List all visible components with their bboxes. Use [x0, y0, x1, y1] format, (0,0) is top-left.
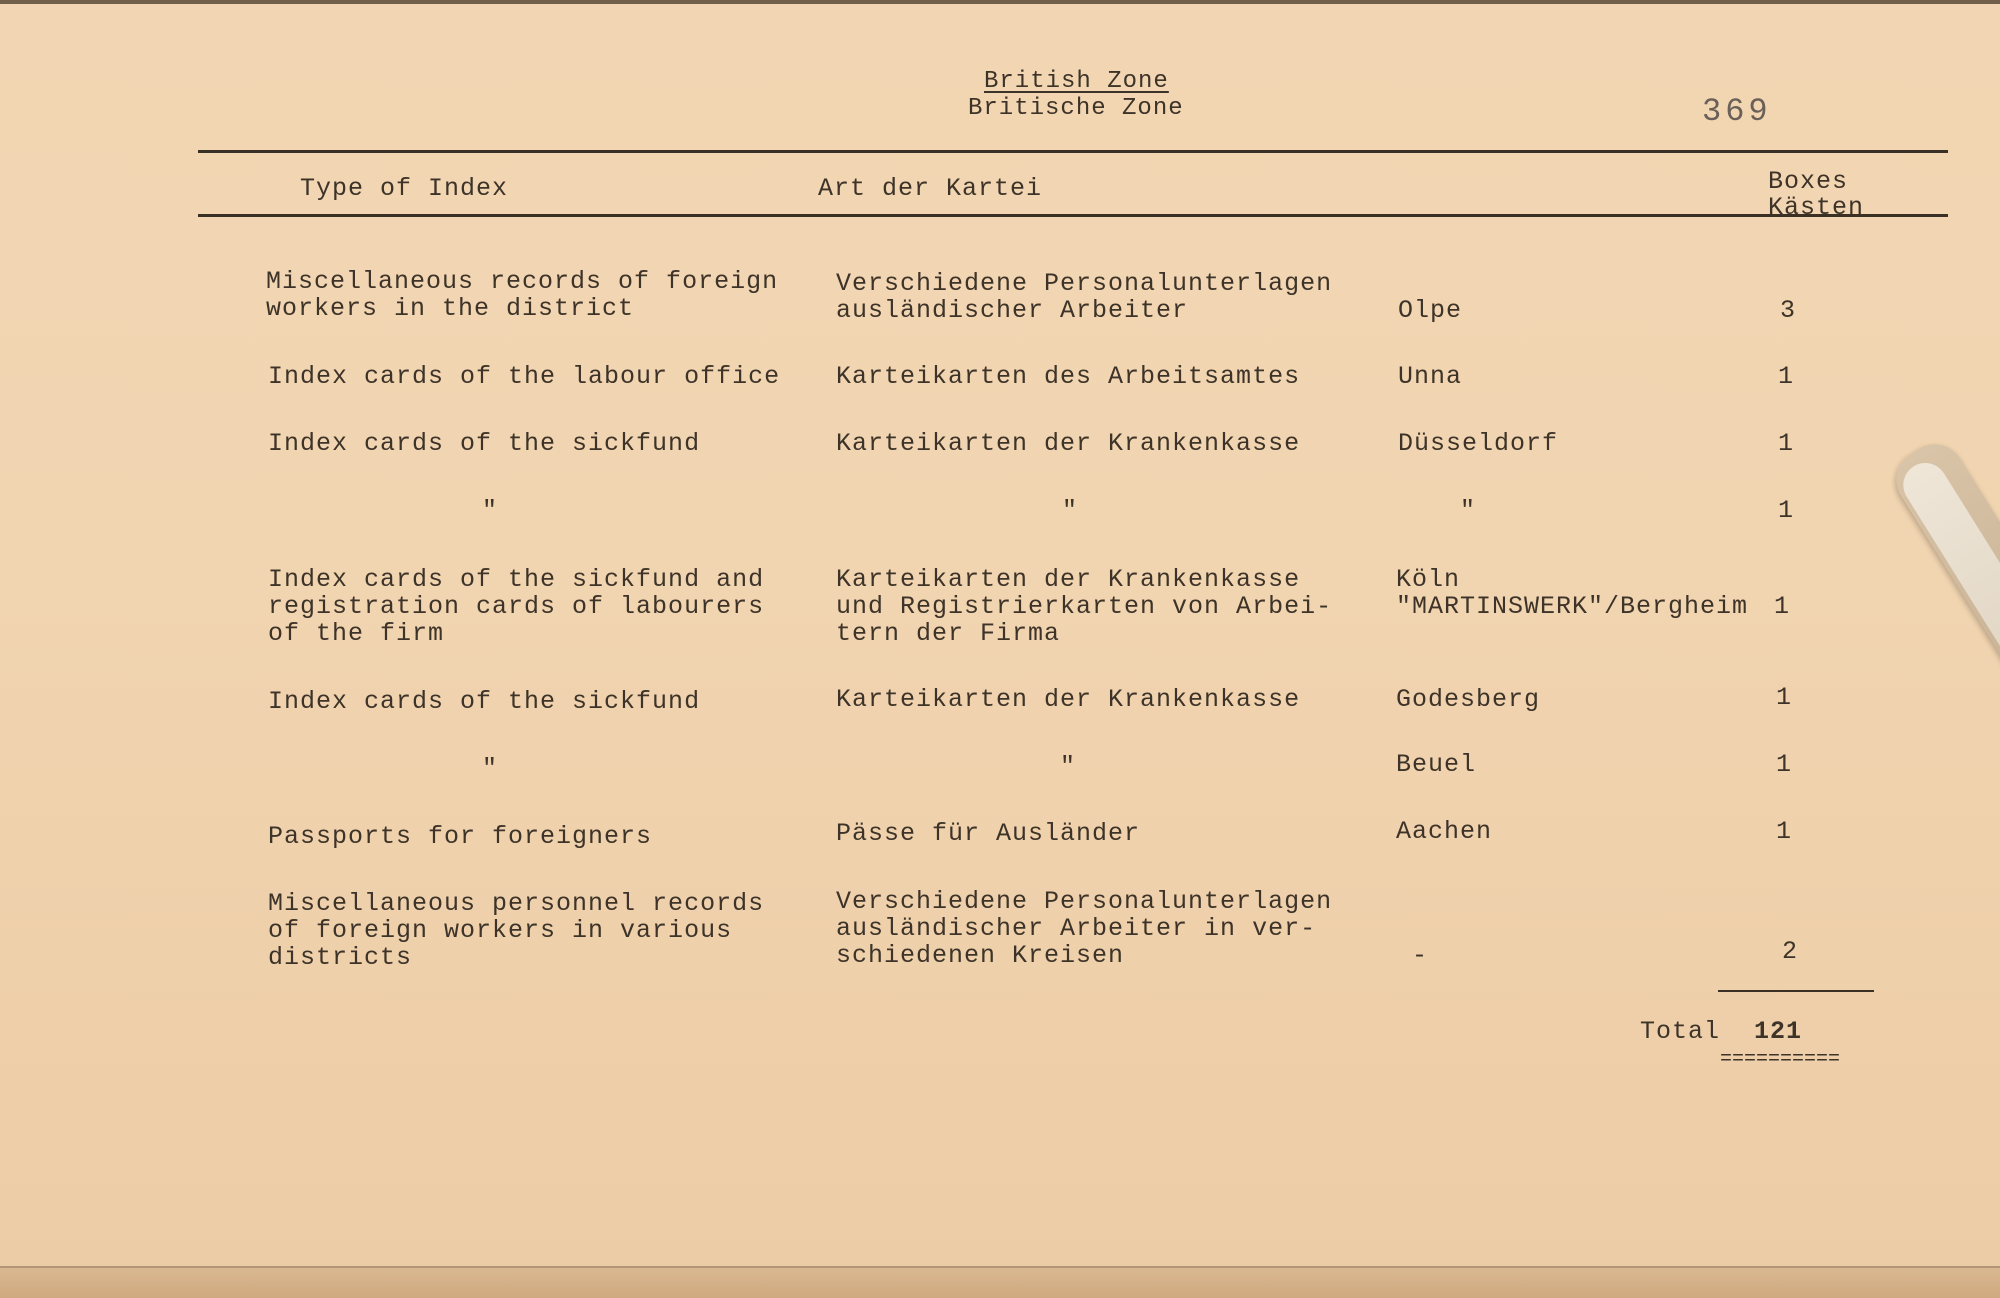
row-4-type-en-ditto: "	[482, 496, 499, 525]
row-2-type-de: Karteikarten des Arbeitsamtes	[836, 362, 1301, 391]
row-6-type-en: Index cards of the sickfund	[268, 687, 701, 716]
row-2-type-en: Index cards of the labour office	[268, 362, 781, 391]
row-1-place: Olpe	[1398, 296, 1463, 325]
row-5-place-line-2: "MARTINSWERK"/Bergheim	[1396, 592, 1749, 621]
total-double-underline: ==========	[1720, 1048, 1841, 1071]
row-6-type-de: Karteikarten der Krankenkasse	[836, 685, 1301, 714]
row-8-type-en: Passports for foreigners	[268, 822, 653, 851]
zone-title-de: Britische Zone	[968, 95, 1184, 122]
row-1-boxes: 3	[1780, 296, 1797, 325]
total-rule	[1718, 990, 1874, 992]
zone-title-en: British Zone	[984, 68, 1169, 95]
row-9-boxes: 2	[1782, 937, 1799, 966]
row-9-type-de-line-1: Verschiedene Personalunterlagen	[836, 887, 1333, 916]
row-5-type-en-line-2: registration cards of labourers	[268, 592, 765, 621]
column-header-boxes-en: Boxes	[1768, 167, 1849, 196]
row-9-type-de-line-3: schiedenen Kreisen	[836, 941, 1125, 970]
page-top-edge	[0, 0, 2000, 4]
row-8-boxes: 1	[1776, 817, 1793, 846]
page-number: 369	[1702, 93, 1772, 130]
total-label: Total	[1640, 1017, 1721, 1046]
row-5-type-de-line-3: tern der Firma	[836, 619, 1061, 648]
row-1-type-en-line-1: Miscellaneous records of foreign	[266, 267, 779, 296]
row-4-type-de-ditto: "	[1062, 496, 1079, 525]
row-1-type-en-line-2: workers in the district	[266, 294, 635, 323]
row-9-type-en-line-2: of foreign workers in various	[268, 916, 733, 945]
header-top-rule	[198, 150, 1948, 153]
header-bottom-rule	[198, 214, 1948, 217]
row-6-place: Godesberg	[1396, 685, 1541, 714]
row-1-type-de-line-1: Verschiedene Personalunterlagen	[836, 269, 1333, 298]
row-7-type-en-ditto: "	[482, 754, 499, 783]
row-5-type-de-line-2: und Registrierkarten von Arbei-	[836, 592, 1333, 621]
row-4-place-ditto: "	[1460, 496, 1477, 525]
row-5-type-de-line-1: Karteikarten der Krankenkasse	[836, 565, 1301, 594]
row-2-boxes: 1	[1778, 362, 1795, 391]
total-value: 121	[1754, 1017, 1803, 1046]
page-bottom-edge	[0, 1268, 2000, 1298]
row-6-boxes: 1	[1776, 683, 1793, 712]
row-3-boxes: 1	[1778, 429, 1795, 458]
row-9-place: -	[1412, 941, 1429, 970]
row-7-place: Beuel	[1396, 750, 1477, 779]
row-7-type-de-ditto: "	[1060, 752, 1077, 781]
row-5-type-en-line-1: Index cards of the sickfund and	[268, 565, 765, 594]
row-9-type-en-line-1: Miscellaneous personnel records	[268, 889, 765, 918]
row-3-type-en: Index cards of the sickfund	[268, 429, 701, 458]
row-5-boxes: 1	[1774, 592, 1791, 621]
column-header-type-en: Type of Index	[300, 174, 509, 203]
row-8-place: Aachen	[1396, 817, 1493, 846]
row-9-type-de-line-2: ausländischer Arbeiter in ver-	[836, 914, 1317, 943]
row-7-boxes: 1	[1776, 750, 1793, 779]
column-header-type-de: Art der Kartei	[818, 174, 1043, 203]
row-4-boxes: 1	[1778, 496, 1795, 525]
row-9-type-en-line-3: districts	[268, 943, 413, 972]
row-5-type-en-line-3: of the firm	[268, 619, 445, 648]
row-8-type-de: Pässe für Ausländer	[836, 819, 1141, 848]
row-5-place-line-1: Köln	[1396, 565, 1461, 594]
row-3-place: Düsseldorf	[1398, 429, 1559, 458]
row-1-type-de-line-2: ausländischer Arbeiter	[836, 296, 1189, 325]
row-3-type-de: Karteikarten der Krankenkasse	[836, 429, 1301, 458]
row-2-place: Unna	[1398, 362, 1463, 391]
column-header-boxes-de: Kästen	[1768, 193, 1865, 222]
